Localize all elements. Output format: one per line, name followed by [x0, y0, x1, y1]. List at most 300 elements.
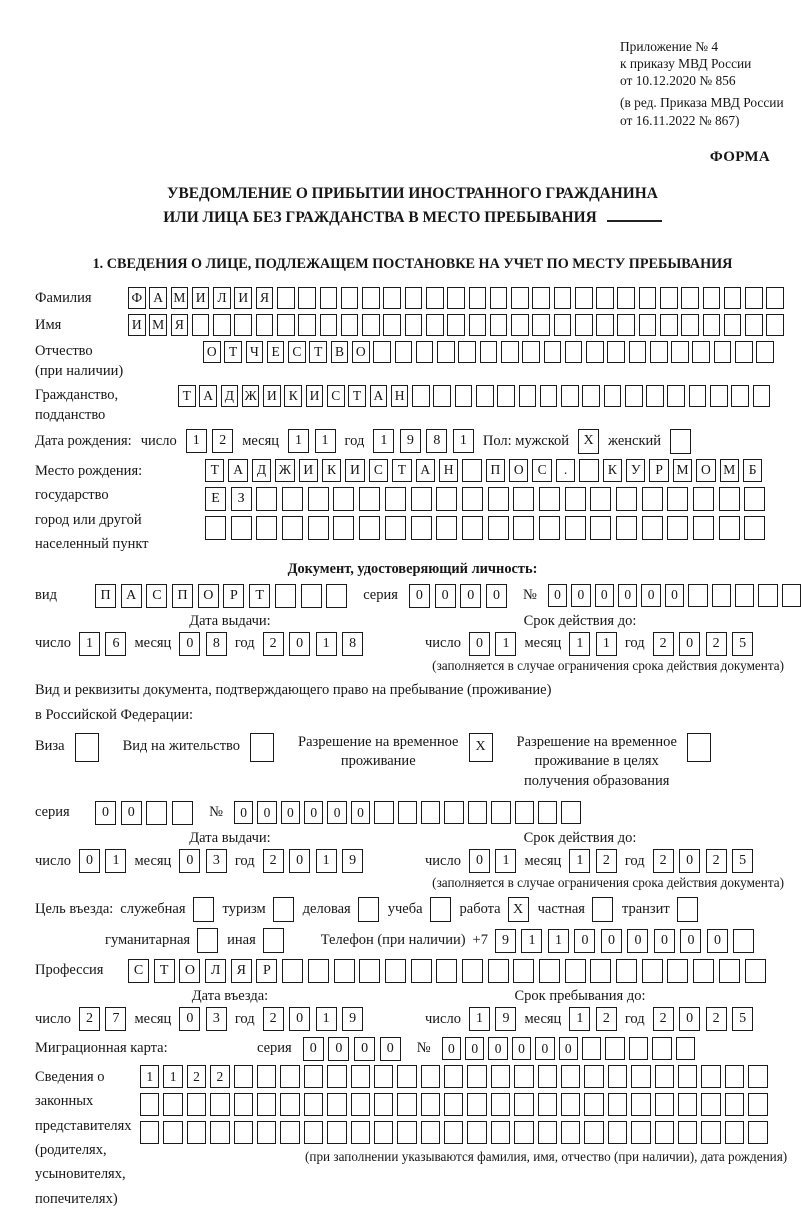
char-box[interactable] [608, 1121, 627, 1144]
firstname-boxes[interactable] [128, 314, 784, 336]
char-box[interactable]: 2 [653, 632, 674, 656]
char-box[interactable] [511, 287, 529, 309]
char-box[interactable]: Ж [242, 385, 260, 407]
char-box[interactable]: 0 [469, 632, 490, 656]
char-box[interactable] [326, 584, 347, 608]
char-box[interactable]: В [331, 341, 349, 363]
char-box[interactable]: 0 [289, 632, 310, 656]
char-box[interactable]: 0 [512, 1037, 531, 1060]
char-box[interactable] [701, 1065, 720, 1088]
char-box[interactable] [731, 385, 749, 407]
char-box[interactable]: 1 [316, 632, 337, 656]
char-box[interactable]: И [263, 385, 281, 407]
char-box[interactable]: 0 [595, 584, 614, 607]
char-box[interactable] [304, 1065, 323, 1088]
char-box[interactable]: 0 [679, 849, 700, 873]
char-box[interactable] [163, 1121, 182, 1144]
stay-year-boxes[interactable] [653, 1007, 754, 1031]
char-box[interactable]: 0 [328, 1037, 349, 1061]
char-box[interactable]: Т [392, 459, 411, 482]
char-box[interactable]: О [203, 341, 221, 363]
char-box[interactable] [655, 1065, 674, 1088]
representatives-row2-boxes[interactable] [140, 1093, 787, 1116]
char-box[interactable]: 0 [679, 632, 700, 656]
char-box[interactable] [655, 1121, 674, 1144]
char-box[interactable] [374, 1121, 393, 1144]
char-box[interactable]: 0 [121, 801, 142, 825]
char-box[interactable]: А [370, 385, 388, 407]
char-box[interactable]: 0 [535, 1037, 554, 1060]
char-box[interactable]: Ф [128, 287, 146, 309]
char-box[interactable] [385, 516, 406, 540]
purpose-humanitarian-checkbox[interactable] [197, 928, 218, 953]
char-box[interactable] [301, 584, 322, 608]
char-box[interactable]: А [416, 459, 435, 482]
purpose-business-checkbox[interactable] [358, 897, 379, 922]
char-box[interactable] [748, 1093, 767, 1116]
char-box[interactable]: Л [213, 287, 231, 309]
permit-valid-year-boxes[interactable] [653, 849, 754, 873]
char-box[interactable] [676, 1037, 695, 1060]
char-box[interactable]: 0 [179, 849, 200, 873]
char-box[interactable] [488, 959, 509, 983]
char-box[interactable] [374, 801, 393, 824]
char-box[interactable] [582, 1037, 601, 1060]
char-box[interactable]: З [231, 487, 252, 511]
char-box[interactable] [605, 1037, 624, 1060]
char-box[interactable]: 0 [303, 1037, 324, 1061]
char-box[interactable] [756, 341, 774, 363]
birth-place-row1-boxes[interactable] [205, 459, 765, 482]
char-box[interactable]: 0 [289, 1007, 310, 1031]
char-box[interactable] [584, 1065, 603, 1088]
char-box[interactable]: 0 [179, 632, 200, 656]
char-box[interactable] [491, 801, 510, 824]
char-box[interactable] [608, 1065, 627, 1088]
char-box[interactable] [719, 959, 740, 983]
char-box[interactable] [758, 584, 777, 607]
char-box[interactable] [421, 801, 440, 824]
char-box[interactable] [667, 516, 688, 540]
char-box[interactable] [744, 487, 765, 511]
char-box[interactable] [733, 929, 754, 953]
doc-issue-year-boxes[interactable] [263, 632, 364, 656]
permit-issue-day-boxes[interactable] [79, 849, 127, 873]
char-box[interactable]: 3 [206, 1007, 227, 1031]
char-box[interactable] [469, 287, 487, 309]
char-box[interactable] [714, 341, 732, 363]
char-box[interactable] [398, 801, 417, 824]
purpose-study-checkbox[interactable] [430, 897, 451, 922]
char-box[interactable] [458, 341, 476, 363]
char-box[interactable]: 1 [373, 429, 394, 453]
char-box[interactable]: 1 [569, 632, 590, 656]
char-box[interactable]: 1 [453, 429, 474, 453]
char-box[interactable]: К [322, 459, 341, 482]
char-box[interactable]: С [146, 584, 167, 608]
char-box[interactable] [744, 516, 765, 540]
char-box[interactable]: 2 [706, 632, 727, 656]
char-box[interactable] [256, 314, 274, 336]
char-box[interactable]: О [179, 959, 200, 983]
char-box[interactable] [205, 516, 226, 540]
char-box[interactable]: 0 [460, 584, 481, 608]
char-box[interactable]: 1 [569, 1007, 590, 1031]
char-box[interactable] [333, 516, 354, 540]
char-box[interactable] [163, 1093, 182, 1116]
char-box[interactable] [308, 516, 329, 540]
char-box[interactable] [467, 1065, 486, 1088]
char-box[interactable]: Ч [246, 341, 264, 363]
char-box[interactable] [650, 341, 668, 363]
char-box[interactable]: П [486, 459, 505, 482]
char-box[interactable]: С [128, 959, 149, 983]
char-box[interactable] [719, 516, 740, 540]
birth-month-boxes[interactable] [288, 429, 336, 453]
char-box[interactable]: Н [391, 385, 409, 407]
char-box[interactable] [192, 314, 210, 336]
char-box[interactable]: А [228, 459, 247, 482]
char-box[interactable]: А [121, 584, 142, 608]
char-box[interactable]: 0 [641, 584, 660, 607]
char-box[interactable] [538, 801, 557, 824]
char-box[interactable] [748, 1121, 767, 1144]
char-box[interactable] [703, 287, 721, 309]
char-box[interactable] [667, 959, 688, 983]
char-box[interactable]: Е [205, 487, 226, 511]
char-box[interactable] [544, 341, 562, 363]
char-box[interactable]: И [234, 287, 252, 309]
birth-day-boxes[interactable] [186, 429, 234, 453]
char-box[interactable] [565, 341, 583, 363]
char-box[interactable]: 0 [548, 584, 567, 607]
char-box[interactable] [596, 287, 614, 309]
char-box[interactable]: Ж [275, 459, 294, 482]
char-box[interactable] [565, 959, 586, 983]
char-box[interactable]: Д [221, 385, 239, 407]
char-box[interactable] [491, 1093, 510, 1116]
char-box[interactable]: 2 [263, 632, 284, 656]
char-box[interactable]: 0 [409, 584, 430, 608]
char-box[interactable]: М [720, 459, 739, 482]
char-box[interactable]: 0 [234, 801, 253, 824]
char-box[interactable]: 0 [618, 584, 637, 607]
migcard-number-boxes[interactable] [442, 1037, 695, 1060]
residence-permit-checkbox[interactable] [250, 733, 274, 762]
char-box[interactable] [282, 487, 303, 511]
char-box[interactable] [616, 516, 637, 540]
migcard-series-boxes[interactable] [303, 1037, 401, 1061]
char-box[interactable]: 2 [596, 849, 617, 873]
char-box[interactable] [488, 516, 509, 540]
char-box[interactable] [519, 385, 537, 407]
char-box[interactable] [467, 1121, 486, 1144]
char-box[interactable] [561, 1093, 580, 1116]
char-box[interactable] [320, 287, 338, 309]
char-box[interactable]: 0 [469, 849, 490, 873]
char-box[interactable] [719, 487, 740, 511]
char-box[interactable] [462, 459, 481, 482]
char-box[interactable] [426, 287, 444, 309]
char-box[interactable] [447, 287, 465, 309]
char-box[interactable]: С [532, 459, 551, 482]
doc-number-boxes[interactable] [548, 584, 801, 607]
char-box[interactable]: Т [249, 584, 270, 608]
char-box[interactable] [629, 341, 647, 363]
char-box[interactable] [187, 1121, 206, 1144]
char-box[interactable] [383, 314, 401, 336]
char-box[interactable]: И [299, 459, 318, 482]
char-box[interactable]: 1 [495, 849, 516, 873]
char-box[interactable] [359, 516, 380, 540]
char-box[interactable] [539, 516, 560, 540]
char-box[interactable] [693, 487, 714, 511]
char-box[interactable] [646, 385, 664, 407]
char-box[interactable] [596, 314, 614, 336]
char-box[interactable] [497, 385, 515, 407]
char-box[interactable]: Т [178, 385, 196, 407]
char-box[interactable] [629, 1037, 648, 1060]
char-box[interactable]: 2 [706, 849, 727, 873]
char-box[interactable] [298, 314, 316, 336]
char-box[interactable] [256, 516, 277, 540]
char-box[interactable] [579, 459, 598, 482]
permit-valid-month-boxes[interactable] [569, 849, 617, 873]
char-box[interactable] [395, 341, 413, 363]
char-box[interactable]: 1 [548, 929, 569, 953]
char-box[interactable] [256, 487, 277, 511]
char-box[interactable] [359, 487, 380, 511]
permit-number-boxes[interactable] [234, 801, 581, 824]
char-box[interactable] [421, 1093, 440, 1116]
char-box[interactable] [735, 341, 753, 363]
char-box[interactable] [590, 487, 611, 511]
char-box[interactable]: 1 [596, 632, 617, 656]
char-box[interactable]: 0 [304, 801, 323, 824]
char-box[interactable] [308, 487, 329, 511]
char-box[interactable] [146, 801, 167, 825]
char-box[interactable] [385, 487, 406, 511]
char-box[interactable] [575, 287, 593, 309]
char-box[interactable]: 3 [206, 849, 227, 873]
visa-checkbox[interactable] [75, 733, 99, 762]
char-box[interactable] [210, 1093, 229, 1116]
char-box[interactable] [539, 487, 560, 511]
char-box[interactable] [745, 314, 763, 336]
char-box[interactable] [766, 314, 784, 336]
char-box[interactable] [140, 1121, 159, 1144]
char-box[interactable] [681, 314, 699, 336]
char-box[interactable] [631, 1065, 650, 1088]
char-box[interactable] [282, 516, 303, 540]
char-box[interactable]: 0 [179, 1007, 200, 1031]
char-box[interactable]: 1 [105, 849, 126, 873]
char-box[interactable]: Я [231, 959, 252, 983]
char-box[interactable]: Е [267, 341, 285, 363]
char-box[interactable] [437, 341, 455, 363]
doc-valid-day-boxes[interactable] [469, 632, 517, 656]
char-box[interactable] [565, 516, 586, 540]
char-box[interactable]: К [284, 385, 302, 407]
char-box[interactable]: А [199, 385, 217, 407]
char-box[interactable] [469, 314, 487, 336]
char-box[interactable] [678, 1121, 697, 1144]
char-box[interactable]: 2 [653, 1007, 674, 1031]
char-box[interactable] [327, 1121, 346, 1144]
char-box[interactable]: Т [348, 385, 366, 407]
profession-boxes[interactable] [128, 959, 766, 983]
char-box[interactable]: Я [171, 314, 189, 336]
char-box[interactable] [433, 385, 451, 407]
char-box[interactable] [639, 314, 657, 336]
char-box[interactable] [231, 516, 252, 540]
purpose-private-checkbox[interactable] [592, 897, 613, 922]
char-box[interactable] [693, 516, 714, 540]
char-box[interactable]: Н [439, 459, 458, 482]
char-box[interactable]: Т [205, 459, 224, 482]
char-box[interactable] [660, 287, 678, 309]
char-box[interactable] [490, 287, 508, 309]
char-box[interactable] [514, 1121, 533, 1144]
char-box[interactable] [655, 1093, 674, 1116]
char-box[interactable]: О [198, 584, 219, 608]
char-box[interactable] [554, 314, 572, 336]
char-box[interactable] [701, 1093, 720, 1116]
char-box[interactable] [480, 341, 498, 363]
char-box[interactable] [678, 1093, 697, 1116]
char-box[interactable]: 1 [495, 632, 516, 656]
char-box[interactable] [491, 1065, 510, 1088]
char-box[interactable] [582, 385, 600, 407]
char-box[interactable]: 8 [342, 632, 363, 656]
char-box[interactable] [397, 1093, 416, 1116]
surname-boxes[interactable] [128, 287, 784, 309]
char-box[interactable]: 1 [469, 1007, 490, 1031]
char-box[interactable] [753, 385, 771, 407]
char-box[interactable]: 0 [627, 929, 648, 953]
char-box[interactable] [667, 385, 685, 407]
char-box[interactable] [565, 487, 586, 511]
char-box[interactable] [275, 584, 296, 608]
char-box[interactable] [693, 959, 714, 983]
purpose-work-checkbox[interactable]: X [508, 897, 529, 922]
char-box[interactable]: И [192, 287, 210, 309]
char-box[interactable] [327, 1093, 346, 1116]
permit-issue-month-boxes[interactable] [179, 849, 227, 873]
char-box[interactable] [522, 341, 540, 363]
char-box[interactable]: 2 [653, 849, 674, 873]
char-box[interactable]: 0 [79, 849, 100, 873]
char-box[interactable]: Я [256, 287, 274, 309]
char-box[interactable] [412, 385, 430, 407]
char-box[interactable] [725, 1121, 744, 1144]
char-box[interactable]: Р [223, 584, 244, 608]
char-box[interactable] [362, 287, 380, 309]
char-box[interactable] [282, 959, 303, 983]
char-box[interactable]: 1 [186, 429, 207, 453]
char-box[interactable] [667, 487, 688, 511]
char-box[interactable] [308, 959, 329, 983]
char-box[interactable]: Р [649, 459, 668, 482]
char-box[interactable] [617, 314, 635, 336]
char-box[interactable]: 0 [707, 929, 728, 953]
char-box[interactable] [455, 385, 473, 407]
char-box[interactable]: 2 [187, 1065, 206, 1088]
char-box[interactable] [513, 959, 534, 983]
char-box[interactable]: 0 [257, 801, 276, 824]
doc-type-boxes[interactable] [95, 584, 347, 608]
char-box[interactable]: 2 [596, 1007, 617, 1031]
char-box[interactable]: М [171, 287, 189, 309]
char-box[interactable] [748, 1065, 767, 1088]
doc-valid-year-boxes[interactable] [653, 632, 754, 656]
char-box[interactable] [411, 487, 432, 511]
char-box[interactable]: 0 [571, 584, 590, 607]
char-box[interactable] [327, 1065, 346, 1088]
char-box[interactable] [671, 341, 689, 363]
char-box[interactable] [397, 1065, 416, 1088]
char-box[interactable]: 2 [263, 849, 284, 873]
char-box[interactable] [678, 1065, 697, 1088]
char-box[interactable]: . [556, 459, 575, 482]
char-box[interactable] [539, 959, 560, 983]
char-box[interactable] [608, 1093, 627, 1116]
char-box[interactable]: 0 [665, 584, 684, 607]
char-box[interactable] [341, 287, 359, 309]
char-box[interactable]: 2 [706, 1007, 727, 1031]
char-box[interactable] [341, 314, 359, 336]
char-box[interactable] [616, 959, 637, 983]
purpose-transit-checkbox[interactable] [677, 897, 698, 922]
permit-series-boxes[interactable] [95, 801, 193, 825]
char-box[interactable] [447, 314, 465, 336]
purpose-tourism-checkbox[interactable] [273, 897, 294, 922]
char-box[interactable] [234, 314, 252, 336]
char-box[interactable]: 5 [732, 632, 753, 656]
char-box[interactable] [462, 959, 483, 983]
char-box[interactable]: 0 [442, 1037, 461, 1060]
char-box[interactable] [436, 516, 457, 540]
char-box[interactable] [411, 516, 432, 540]
char-box[interactable] [766, 287, 784, 309]
char-box[interactable]: 0 [601, 929, 622, 953]
char-box[interactable] [514, 1093, 533, 1116]
entry-month-boxes[interactable] [179, 1007, 227, 1031]
char-box[interactable] [491, 1121, 510, 1144]
char-box[interactable] [373, 341, 391, 363]
permit-valid-day-boxes[interactable] [469, 849, 517, 873]
char-box[interactable] [444, 1121, 463, 1144]
char-box[interactable] [351, 1121, 370, 1144]
char-box[interactable]: 0 [574, 929, 595, 953]
char-box[interactable]: 1 [79, 632, 100, 656]
char-box[interactable] [436, 487, 457, 511]
representatives-row1-boxes[interactable] [140, 1065, 787, 1088]
char-box[interactable] [561, 1121, 580, 1144]
char-box[interactable] [334, 959, 355, 983]
char-box[interactable] [385, 959, 406, 983]
char-box[interactable]: 0 [354, 1037, 375, 1061]
char-box[interactable] [532, 314, 550, 336]
char-box[interactable]: 8 [206, 632, 227, 656]
entry-year-boxes[interactable] [263, 1007, 364, 1031]
char-box[interactable]: А [149, 287, 167, 309]
char-box[interactable]: 9 [342, 1007, 363, 1031]
char-box[interactable]: М [673, 459, 692, 482]
char-box[interactable] [421, 1121, 440, 1144]
char-box[interactable]: О [352, 341, 370, 363]
char-box[interactable] [280, 1065, 299, 1088]
